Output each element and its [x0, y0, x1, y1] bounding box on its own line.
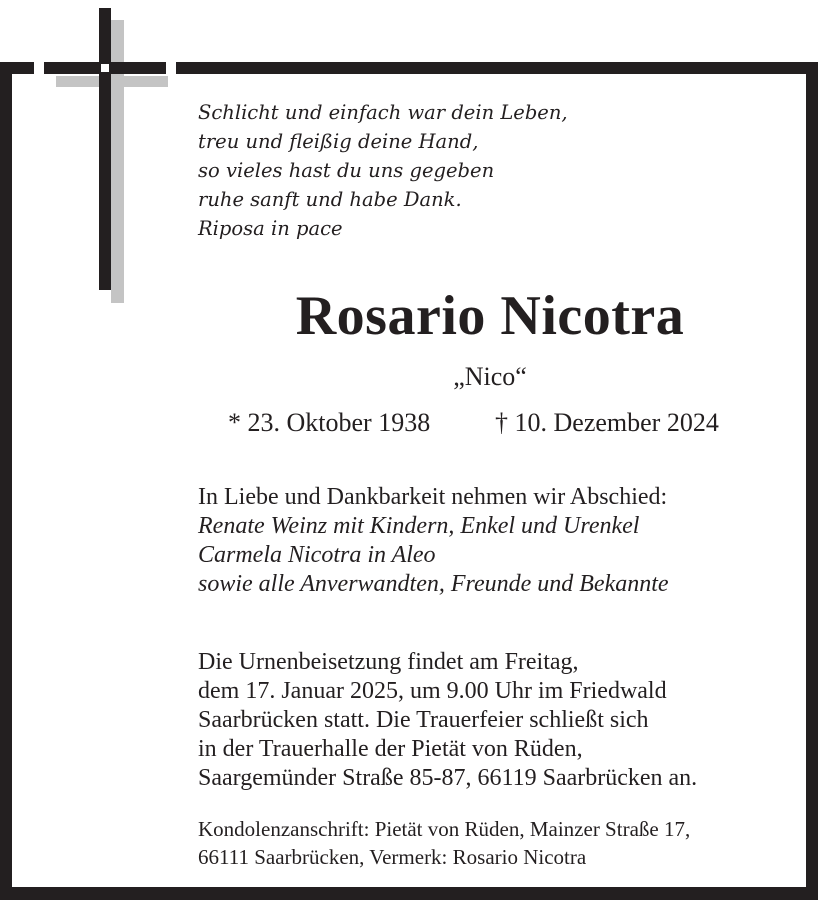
poem: [198, 98, 568, 243]
deceased-name: Rosario Nicotra: [295, 285, 685, 347]
funeral-line: in der Trauerhalle der Pietät von Rüden,: [198, 736, 583, 762]
farewell-intro: In Liebe und Dankbarkeit nehmen wir Abschied:: [198, 484, 668, 510]
frame-left: [0, 62, 12, 900]
mourner-line: Renate Weinz mit Kindern, Enkel und Urenkel: [198, 513, 640, 539]
mourner-line: Carmela Nicotra in Aleo: [198, 542, 436, 568]
poem-line: so vieles hast du uns gegeben: [198, 159, 495, 182]
birth-date: * 23. Oktober 1938: [228, 408, 431, 437]
poem-line: treu und fleißig deine Hand,: [198, 130, 479, 153]
funeral-line: Die Urnenbeisetzung findet am Freitag,: [198, 649, 579, 675]
condolence-address: [198, 815, 690, 871]
farewell-section: [198, 483, 669, 599]
funeral-info: [198, 648, 697, 793]
poem-line: Schlicht und einfach war dein Leben,: [198, 101, 568, 124]
frame-top-right: [176, 62, 818, 74]
condolence-line: 66111 Saarbrücken, Vermerk: Rosario Nicotra: [198, 845, 587, 869]
condolence-line: Kondolenzanschrift: Pietät von Rüden, Mainzer Straße 17,: [198, 817, 691, 841]
funeral-line: Saarbrücken statt. Die Trauerfeier schließt sich: [198, 707, 649, 733]
poem-line: ruhe sanft und habe Dank.: [198, 188, 462, 211]
funeral-line: dem 17. Januar 2025, um 9.00 Uhr im Friedwald: [198, 678, 667, 704]
frame-bottom: [0, 887, 818, 900]
poem-line: Riposa in pace: [198, 217, 343, 240]
mourner-line: sowie alle Anverwandten, Freunde und Bekannte: [198, 571, 669, 597]
funeral-line: Saargemünder Straße 85-87, 66119 Saarbrücken an.: [198, 765, 698, 791]
death-date: † 10. Dezember 2024: [495, 408, 719, 437]
frame-right: [806, 62, 818, 900]
nickname: „Nico“: [453, 362, 527, 391]
